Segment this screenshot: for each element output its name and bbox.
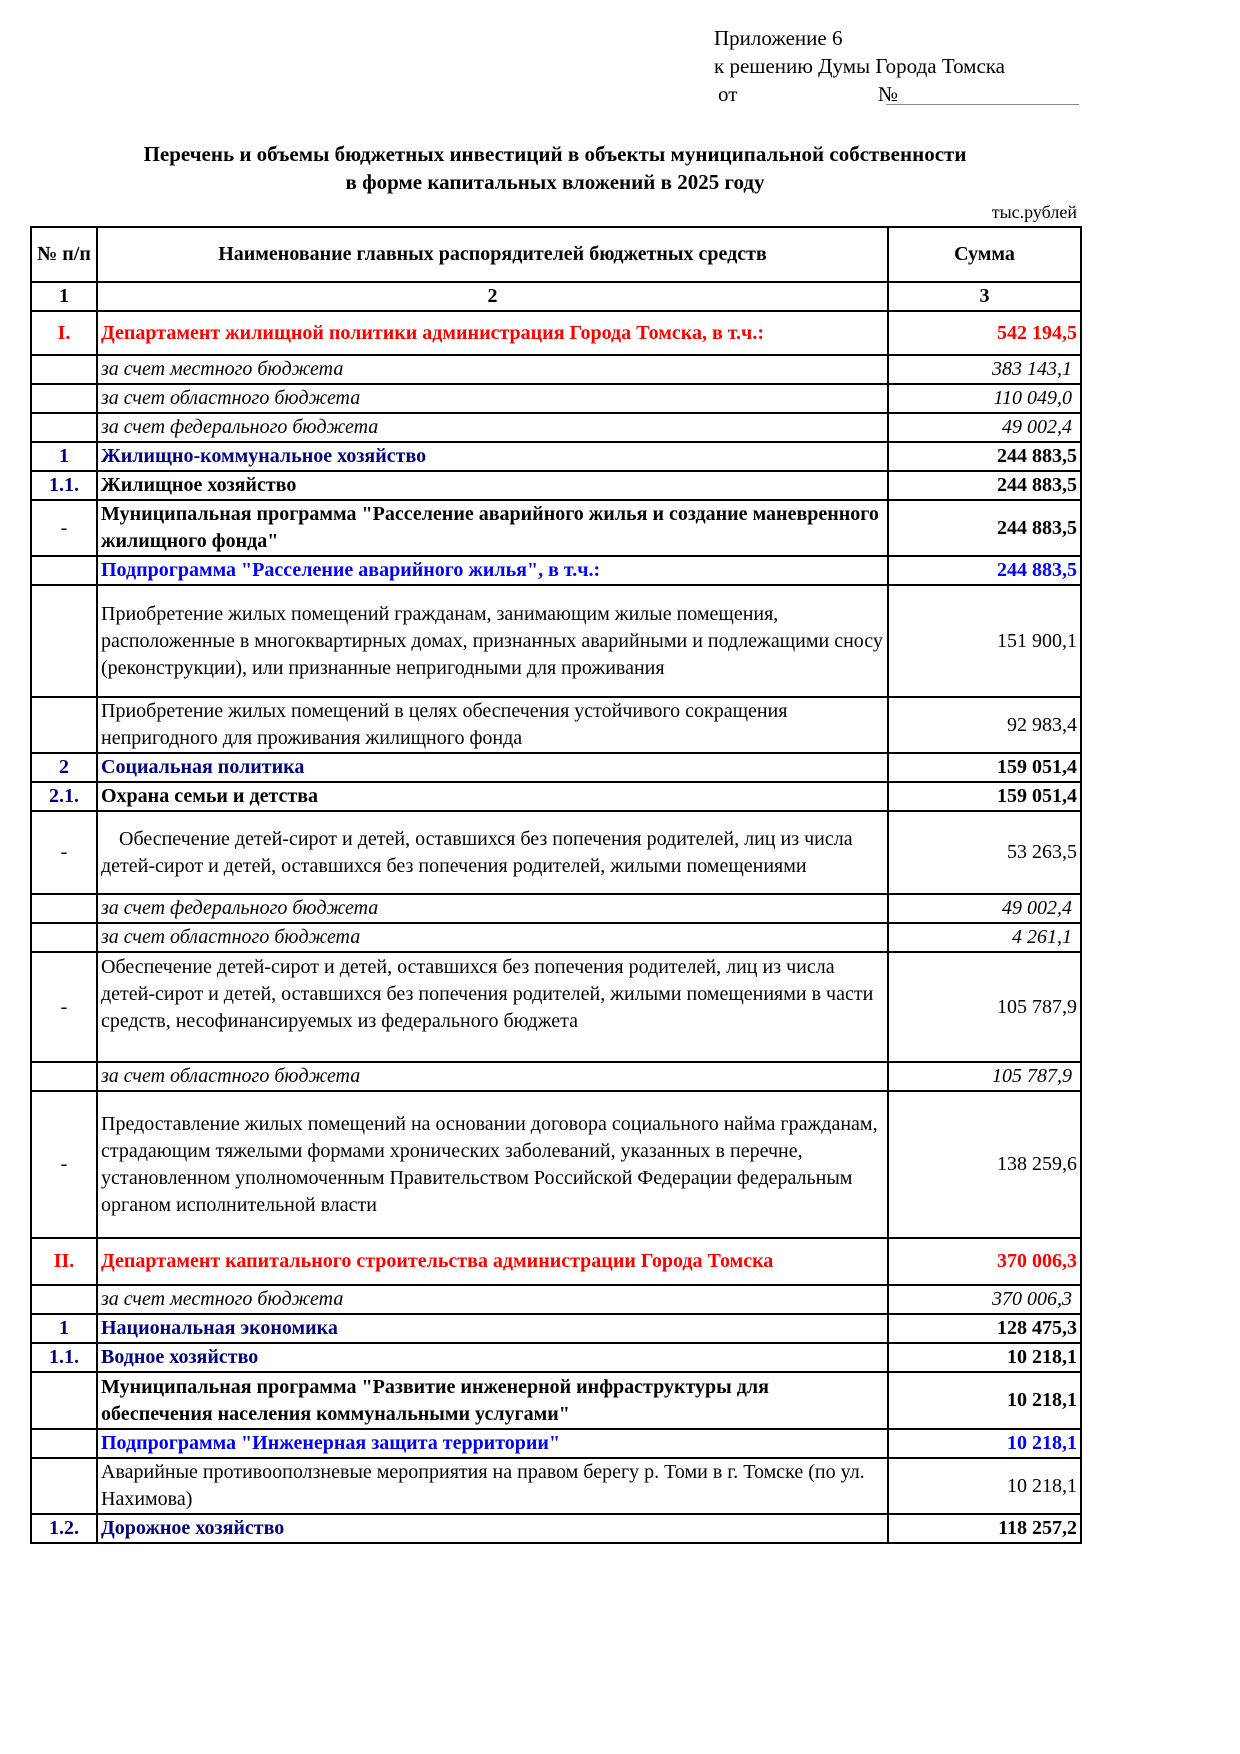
table-row-section [31, 753, 1081, 782]
row-name: за счет областного бюджета [97, 923, 888, 952]
row-number [31, 355, 97, 384]
row-sum: 10 218,1 [888, 1343, 1081, 1372]
row-name: Приобретение жилых помещений гражданам, занимающим жилые помещения, расположенные в многоквартирных домах, признанных аварийными и подлежащими сносу (реконструкции), или признанные непригодными для проживания [97, 585, 888, 697]
row-sum: 118 257,2 [888, 1514, 1081, 1543]
table-row-program [31, 1372, 1081, 1429]
row-sum: 4 261,1 [888, 923, 1081, 952]
investments-table [30, 226, 1082, 1544]
row-number: 1 [31, 442, 97, 471]
row-number: 1.1. [31, 471, 97, 500]
row-name: Жилищно-коммунальное хозяйство [97, 442, 888, 471]
row-sum: 10 218,1 [888, 1458, 1081, 1514]
row-name: Подпрограмма "Расселение аварийного жилья", в т.ч.: [97, 556, 888, 585]
row-sum: 370 006,3 [888, 1238, 1081, 1285]
table-row [31, 1458, 1081, 1514]
row-number [31, 894, 97, 923]
table-row [31, 1091, 1081, 1238]
appendix-decision: к решению Думы Города Томска [714, 54, 1005, 78]
row-sum: 92 983,4 [888, 697, 1081, 753]
row-name: Обеспечение детей-сирот и детей, оставшихся без попечения родителей, лиц из числа детей-сирот и детей, оставшихся без попечения родителей, жилыми помещениями [97, 811, 888, 894]
row-sum: 10 218,1 [888, 1429, 1081, 1458]
row-sum: 542 194,5 [888, 311, 1081, 355]
row-number [31, 413, 97, 442]
table-row [31, 413, 1081, 442]
row-name: Муниципальная программа "Развитие инженерной инфраструктуры для обеспечения населения коммунальными услугами" [97, 1372, 888, 1429]
row-name: Аварийные противооползневые мероприятия на правом берегу р. Томи в г. Томске (по ул. Нахимова) [97, 1458, 888, 1514]
table-row [31, 811, 1081, 894]
row-number: 1.1. [31, 1343, 97, 1372]
row-sum: 105 787,9 [888, 1062, 1081, 1091]
table-row-section [31, 1314, 1081, 1343]
row-sum: 49 002,4 [888, 413, 1081, 442]
table-row-department-2 [31, 1238, 1081, 1285]
appendix-header [714, 24, 1005, 108]
row-sum: 128 475,3 [888, 1314, 1081, 1343]
row-sum: 244 883,5 [888, 471, 1081, 500]
table-row [31, 585, 1081, 697]
row-number [31, 1458, 97, 1514]
title-line-1: Перечень и объемы бюджетных инвестиций в объекты муниципальной собственности [143, 142, 967, 166]
row-sum: 159 051,4 [888, 782, 1081, 811]
from-label: от [718, 82, 738, 106]
row-number: - [31, 1091, 97, 1238]
row-name: Жилищное хозяйство [97, 471, 888, 500]
row-sum: 244 883,5 [888, 500, 1081, 556]
header-sum: Сумма [888, 227, 1081, 282]
row-name: Предоставление жилых помещений на основании договора социального найма гражданам, страдающим тяжелыми формами хронических заболеваний, указанных в перечне, установленном уполномоченным Правительством Российской Федерации федеральным органом исполнительной власти [97, 1091, 888, 1238]
row-name: Обеспечение детей-сирот и детей, оставшихся без попечения родителей, лиц из числа детей-сирот и детей, оставшихся без попечения родителей, жилыми помещениями в части средств, несофинансируемых из федерального бюджета [97, 952, 888, 1062]
row-number [31, 585, 97, 697]
table-row [31, 384, 1081, 413]
table-row-subsection [31, 1514, 1081, 1543]
row-number [31, 697, 97, 753]
row-number [31, 1372, 97, 1429]
table-row [31, 1285, 1081, 1314]
row-number: - [31, 811, 97, 894]
row-name: Дорожное хозяйство [97, 1514, 888, 1543]
header-number: № п/п [31, 227, 97, 282]
table-row [31, 952, 1081, 1062]
table-row [31, 355, 1081, 384]
row-number [31, 384, 97, 413]
row-sum: 110 049,0 [888, 384, 1081, 413]
row-number [31, 1062, 97, 1091]
row-name: за счет местного бюджета [97, 1285, 888, 1314]
row-name: Департамент жилищной политики администрация Города Томска, в т.ч.: [97, 311, 888, 355]
table-row-program [31, 500, 1081, 556]
title-line-2: в форме капитальных вложений в 2025 году [345, 170, 765, 194]
row-number [31, 923, 97, 952]
row-sum: 10 218,1 [888, 1372, 1081, 1429]
row-name: за счет федерального бюджета [97, 894, 888, 923]
table-row-subsection [31, 1343, 1081, 1372]
column-numbers-row [31, 282, 1081, 311]
units-label: тыс.рублей [991, 202, 1077, 222]
table-row [31, 923, 1081, 952]
row-sum: 49 002,4 [888, 894, 1081, 923]
row-number: 1.2. [31, 1514, 97, 1543]
table-row-subsection [31, 471, 1081, 500]
row-name: за счет местного бюджета [97, 355, 888, 384]
row-sum: 244 883,5 [888, 442, 1081, 471]
row-name: Подпрограмма "Инженерная защита территории" [97, 1429, 888, 1458]
row-sum: 53 263,5 [888, 811, 1081, 894]
row-name: Социальная политика [97, 753, 888, 782]
row-sum: 138 259,6 [888, 1091, 1081, 1238]
column-number-1: 1 [31, 282, 97, 311]
table-body [31, 311, 1081, 1543]
row-name: за счет областного бюджета [97, 384, 888, 413]
row-name: Национальная экономика [97, 1314, 888, 1343]
number-label: № [878, 82, 899, 106]
table-row [31, 1062, 1081, 1091]
row-sum: 151 900,1 [888, 585, 1081, 697]
row-sum: 244 883,5 [888, 556, 1081, 585]
document-title [30, 140, 1080, 196]
row-number [31, 1285, 97, 1314]
row-name: Муниципальная программа "Расселение аварийного жилья и создание маневренного жилищного фонда" [97, 500, 888, 556]
row-sum: 159 051,4 [888, 753, 1081, 782]
table-row-section [31, 442, 1081, 471]
row-sum: 383 143,1 [888, 355, 1081, 384]
row-sum: 105 787,9 [888, 952, 1081, 1062]
row-name: за счет областного бюджета [97, 1062, 888, 1091]
table-row-subprogram [31, 556, 1081, 585]
row-number: II. [31, 1238, 97, 1285]
row-name: Приобретение жилых помещений в целях обеспечения устойчивого сокращения непригодного для проживания жилищного фонда [97, 697, 888, 753]
appendix-number: Приложение 6 [714, 26, 843, 50]
row-number [31, 1429, 97, 1458]
row-number: 1 [31, 1314, 97, 1343]
header-name: Наименование главных распорядителей бюджетных средств [97, 227, 888, 282]
row-number [31, 556, 97, 585]
header-row [31, 227, 1081, 282]
table-row-subsection [31, 782, 1081, 811]
row-name: Департамент капитального строительства администрации Города Томска [97, 1238, 888, 1285]
row-number: 2.1. [31, 782, 97, 811]
row-number: - [31, 500, 97, 556]
column-number-3: 3 [888, 282, 1081, 311]
row-name: за счет федерального бюджета [97, 413, 888, 442]
table-row-subprogram [31, 1429, 1081, 1458]
row-name: Водное хозяйство [97, 1343, 888, 1372]
row-number: 2 [31, 753, 97, 782]
row-name: Охрана семьи и детства [97, 782, 888, 811]
column-number-2: 2 [97, 282, 888, 311]
row-number: - [31, 952, 97, 1062]
number-underline [886, 104, 1079, 105]
row-number: I. [31, 311, 97, 355]
table-row-department-1 [31, 311, 1081, 355]
table-row [31, 894, 1081, 923]
row-sum: 370 006,3 [888, 1285, 1081, 1314]
table-row [31, 697, 1081, 753]
